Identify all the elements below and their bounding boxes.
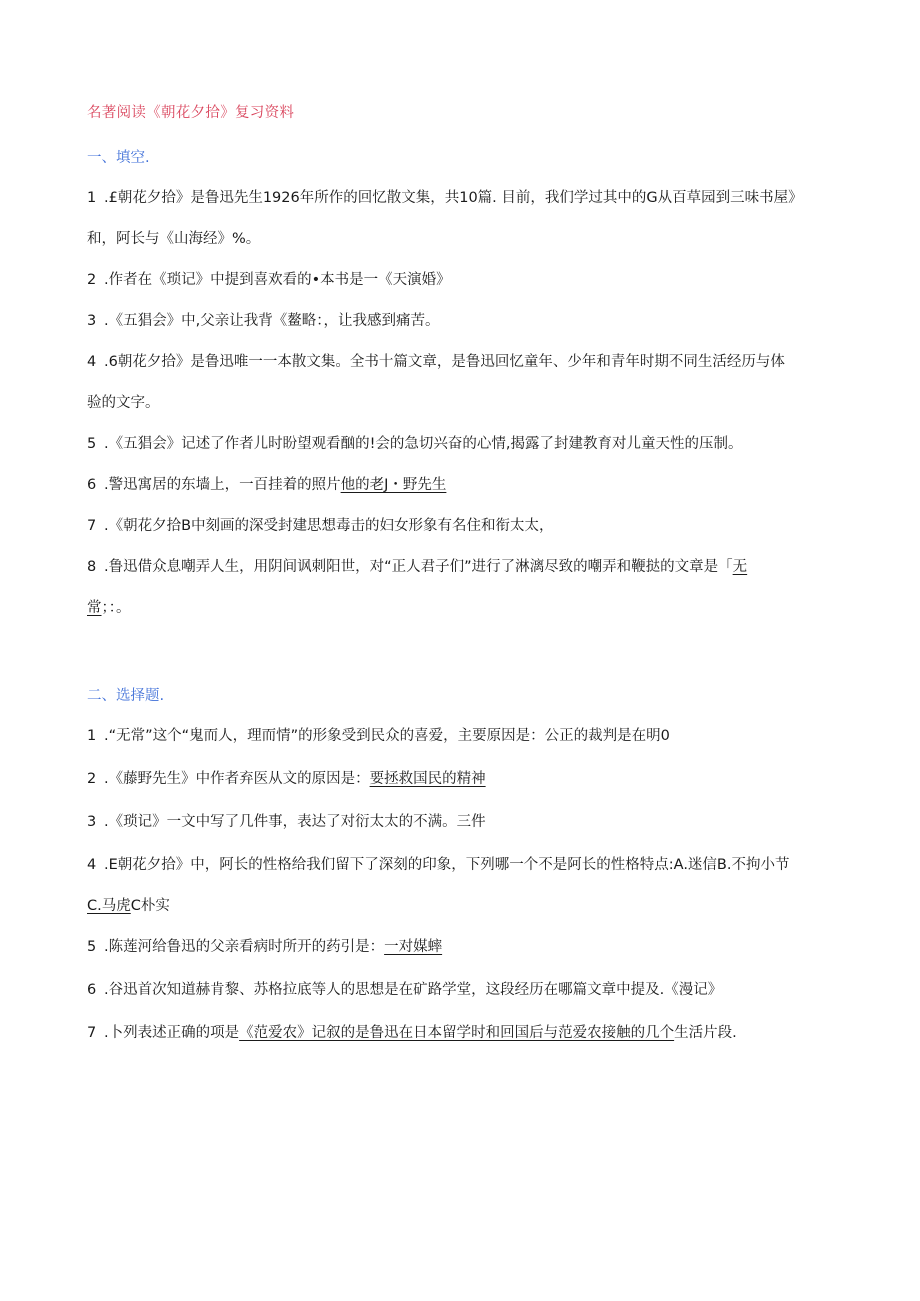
question-choice-7 [87,1013,847,1054]
question-text-cont: 生活片段. [674,1025,737,1041]
question-text: .《藤野先生》中作者弃医从文的原因是： [104,771,370,787]
question-number: 7 [87,1025,97,1041]
question-text: .作者在《琐记》中提到喜欢看的•本书是一《天演婚》 [104,272,451,288]
answer-text: 一对媒蟀 [384,939,443,955]
question-number: 1 [87,728,97,744]
question-number: 4 [87,354,97,370]
question-fill-7 [87,506,847,547]
question-number: 8 [87,559,97,575]
document-title: 名著阅读《朝花夕拾》复习资料 [87,105,295,121]
question-text: .《琐记》一文中写了几件事，表达了对衍太太的不满。三件 [104,814,486,830]
answer-text: C.马虎 [87,898,131,914]
question-choice-5 [87,927,847,968]
question-text: .陈莲河给鲁迅的父亲看病时所开的药引是： [104,939,385,955]
question-number: 5 [87,436,97,452]
section-heading-fill-in: 一、填空. [87,150,150,166]
question-text: .卜列表述正确的项是 [104,1025,240,1041]
question-text-cont: C朴实 [130,898,170,914]
answer-text: 要拯救国民的精神 [369,771,486,787]
question-text-cont: 验的文字。 [87,395,160,411]
question-text: .警迅寓居的东墙上，一百挂着的照片 [104,477,341,493]
question-choice-6 [87,970,847,1011]
question-text: .《五猖会》记述了作者儿时盼望观看酗的!会的急切兴奋的心情,揭露了封建教育对儿童天性的压制。 [104,436,743,452]
answer-text: 他的老J・野先生 [340,477,447,493]
question-text: .“无常”这个“鬼而人，理而情”的形象受到民众的喜爱，主要原因是：公正的裁判是在明0 [104,728,670,744]
question-text: .£朝花夕拾》是鲁迅先生1926年所作的回忆散文集，共10篇. 目前，我们学过其中的G从百草园到三味书屋》 [104,190,803,206]
question-number: 7 [87,518,97,534]
question-fill-3 [87,301,847,342]
question-number: 3 [87,814,97,830]
question-text: .《五猖会》中,父亲让我背《鳌略：，让我感到痛苦。 [104,313,440,329]
question-fill-6 [87,465,847,506]
question-choice-4 [87,845,847,927]
question-choice-3 [87,802,847,843]
question-number: 2 [87,771,97,787]
question-number: 6 [87,982,97,998]
question-text-cont: 和，阿长与《山海经》%。 [87,231,261,247]
question-text: .谷迅首次知道赫肯黎、苏格拉底等人的思想是在矿路学堂，这段经历在哪篇文章中提及.《漫记》 [104,982,723,998]
answer-text: 《范爱农》记叙的是鲁迅在日本留学时和回国后与范爱农接触的几个 [239,1025,675,1041]
question-number: 6 [87,477,97,493]
question-number: 2 [87,272,97,288]
answer-text-cont: 常 [87,600,102,616]
question-fill-8 [87,547,847,629]
question-choice-1 [87,716,847,757]
question-text-cont: ；：。 [101,600,131,616]
question-fill-2 [87,260,847,301]
question-choice-2 [87,759,847,800]
question-fill-4 [87,342,847,424]
question-text: .鲁迅借众息嘲弄人生，用阴间讽刺阳世，对“正人君子们”进行了淋漓尽致的嘲弄和鞭挞的文章是「 [104,559,733,575]
question-fill-5 [87,424,847,465]
question-number: 5 [87,939,97,955]
answer-text: 无 [732,559,748,575]
question-number: 4 [87,857,97,873]
question-number: 1 [87,190,97,206]
question-number: 3 [87,313,97,329]
question-fill-1 [87,178,847,260]
section-heading-choice: 二、选择题. [87,688,165,704]
question-text: .6朝花夕拾》是鲁迅唯一一本散文集。全书十篇文章，是鲁迅回忆童年、少年和青年时期不同生活经历与体 [104,354,785,370]
question-text: .E朝花夕拾》中，阿长的性格给我们留下了深刻的印象，下列哪一个不是阿长的性格特点:A.迷信B.不拘小节 [104,857,790,873]
question-text: .《朝花夕拾B中刻画的深受封建思想毒击的妇女形象有名住和衔太太， [104,518,554,534]
